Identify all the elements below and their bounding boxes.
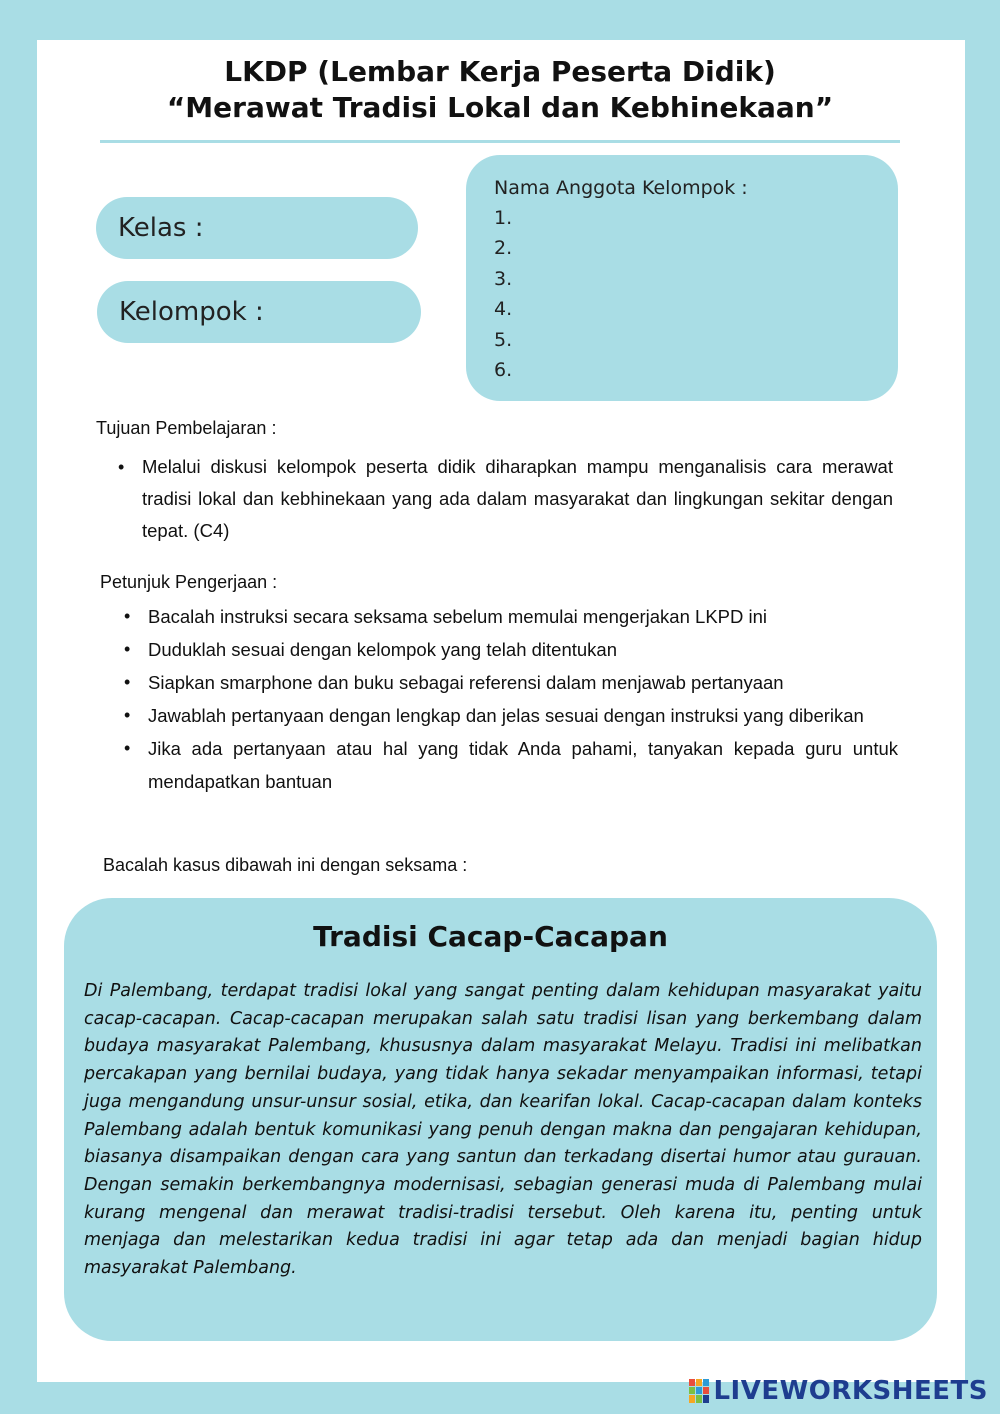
case-title: Tradisi Cacap-Cacapan: [313, 920, 668, 953]
list-item: • Melalui diskusi kelompok peserta didik diharapkan mampu menganalisis cara merawat tradisi lokal dan kebhinekaan yang ada dalam masyarakat dan lingkungan sekitar dengan tepat. (C4): [118, 451, 893, 547]
members-title: Nama Anggota Kelompok :: [494, 177, 748, 199]
member-number[interactable]: 5.: [494, 328, 513, 351]
petunjuk-list: [124, 600, 898, 798]
member-number[interactable]: 3.: [494, 267, 513, 290]
petunjuk-label: Petunjuk Pengerjaan :: [100, 572, 278, 592]
kelas-label: Kelas :: [118, 213, 204, 243]
kelompok-field[interactable]: [97, 281, 421, 343]
list-item: • Jika ada pertanyaan atau hal yang tidak Anda pahami, tanyakan kepada guru untuk mendapatkan bantuan: [124, 732, 898, 798]
title-line-1: LKDP (Lembar Kerja Peserta Didik): [224, 55, 776, 88]
tujuan-label: Tujuan Pembelajaran :: [96, 418, 277, 438]
tujuan-list: [118, 451, 893, 547]
kelompok-label: Kelompok :: [119, 297, 264, 327]
case-body: Di Palembang, terdapat tradisi lokal yang sangat penting dalam kehidupan masyarakat yaitu cacap-cacapan. Cacap-cacapan merupakan salah satu tradisi lisan yang berkembang dalam budaya masyarakat Palembang, khususnya dalam masyarakat Melayu. Tradisi ini melibatkan percakapan yang bernilai budaya, yang tidak hanya sekadar menyampaikan informasi, tetapi juga mengandung unsur-unsur sosial, etika, dan kearifan lokal. Cacap-cacapan dalam konteks Palembang adalah bentuk komunikasi yang penuh dengan makna dan pengajaran kehidupan, biasanya disampaikan dengan cara yang santun dan terkadang disertai humor atau gurauan. Dengan semakin berkembangnya modernisasi, sebagian generasi muda di Palembang mulai kurang mengenal dan merawat tradisi-tradisi tersebut. Oleh karena itu, penting untuk menjaga dan melestarikan kedua tradisi ini agar tetap ada dan menjadi bagian hidup masyarakat Palembang.: [84, 981, 922, 1279]
member-number[interactable]: 4.: [494, 298, 513, 321]
list-item: • Duduklah sesuai dengan kelompok yang telah ditentukan: [124, 633, 898, 666]
kelas-field[interactable]: [96, 197, 418, 259]
list-item: • Jawablah pertanyaan dengan lengkap dan jelas sesuai dengan instruksi yang diberikan: [124, 699, 898, 732]
member-number[interactable]: 6.: [494, 359, 513, 382]
group-members-box: [466, 155, 898, 401]
member-number[interactable]: 1.: [494, 207, 513, 229]
case-intro: Bacalah kasus dibawah ini dengan seksama :: [103, 855, 468, 875]
title-line-2: “Merawat Tradisi Lokal dan Kebhinekaan”: [166, 91, 834, 124]
member-number[interactable]: 2.: [494, 237, 513, 260]
watermark-text: LIVEWORKSHEETS: [713, 1376, 988, 1406]
list-item: • Siapkan smarphone dan buku sebagai referensi dalam menjawab pertanyaan: [124, 666, 898, 699]
liveworksheets-logo-icon: [689, 1379, 709, 1403]
list-item: • Bacalah instruksi secara seksama sebelum memulai mengerjakan LKPD ini: [124, 600, 898, 633]
liveworksheets-watermark: [689, 1376, 988, 1406]
page-title: [0, 54, 1000, 126]
title-divider: [100, 140, 900, 143]
